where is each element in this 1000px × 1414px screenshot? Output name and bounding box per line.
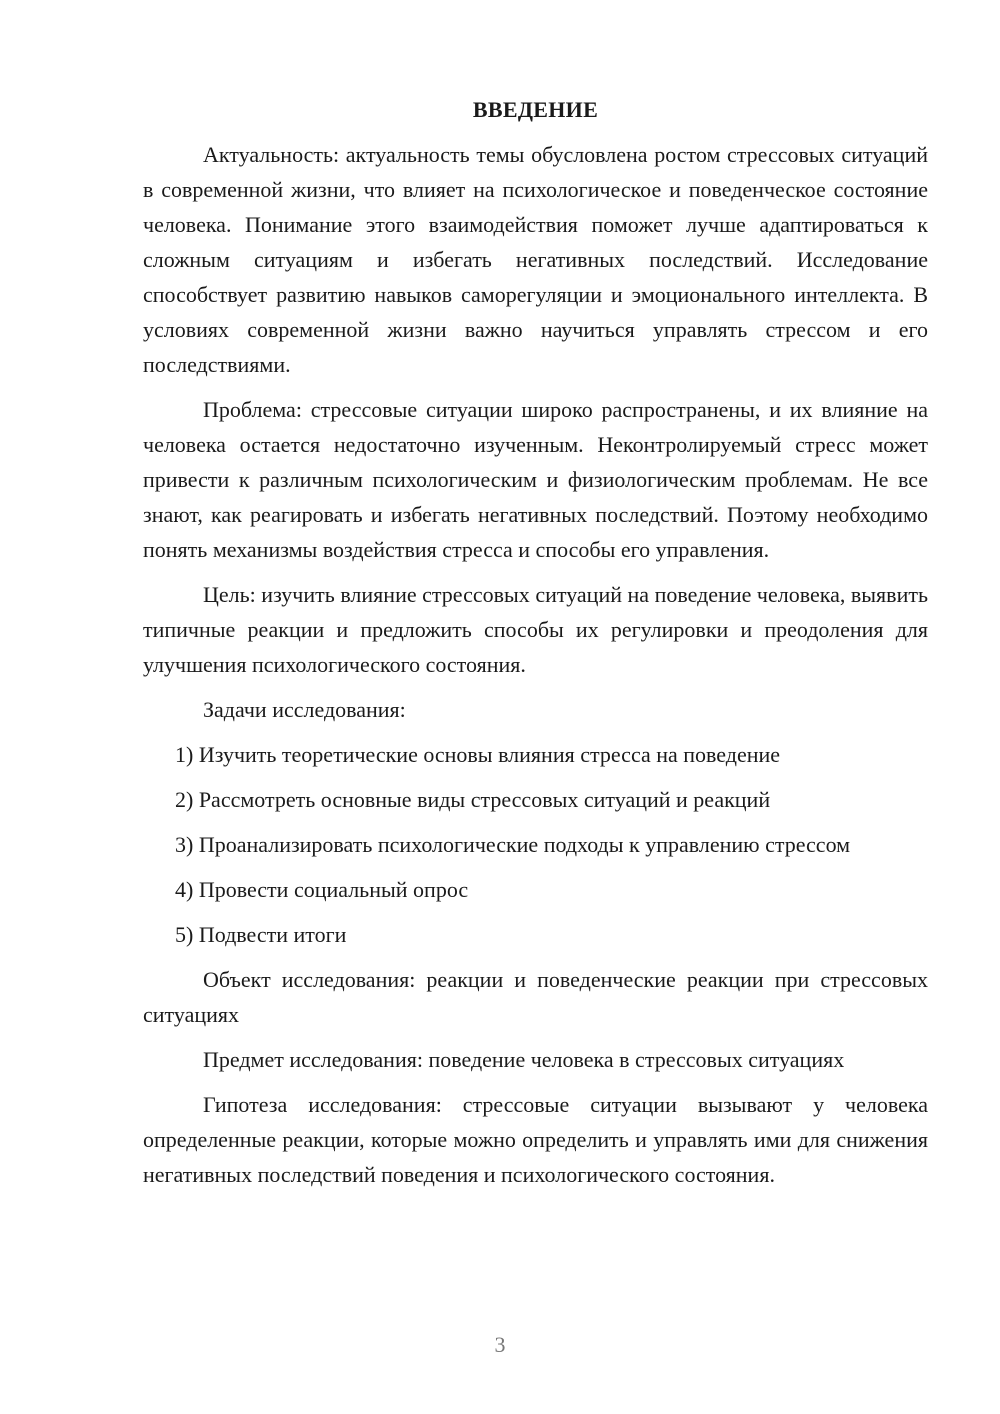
relevance-paragraph: Актуальность: актуальность темы обусловлена ростом стрессовых ситуаций в современной жизни, что влияет на психологическое и поведенческое состояние человека. Понимание этого взаимодействия поможет лучше адаптироваться к сложным ситуациям и избегать негативных последствий. Исследование способствует развитию навыков саморегуляции и эмоционального интеллекта. В условиях современной жизни важно научиться управлять стрессом и его последствиями. <box>143 142 928 377</box>
tasks-heading: Задачи исследования: <box>203 697 406 722</box>
goal-paragraph: Цель: изучить влияние стрессовых ситуаций на поведение человека, выявить типичные реакции и предложить способы их регулировки и преодоления для улучшения психологического состояния. <box>143 582 928 677</box>
task-item-2: 2) Рассмотреть основные виды стрессовых ситуаций и реакций <box>175 787 771 812</box>
hypothesis-paragraph: Гипотеза исследования: стрессовые ситуации вызывают у человека определенные реакции, которые можно определить и управлять ими для снижения негативных последствий поведения и психологического состояния. <box>143 1092 928 1187</box>
task-item-4: 4) Провести социальный опрос <box>175 877 469 902</box>
task-item-3: 3) Проанализировать психологические подходы к управлению стрессом <box>175 832 851 857</box>
page-number: 3 <box>494 1332 506 1357</box>
subject-paragraph: Предмет исследования: поведение человека в стрессовых ситуациях <box>203 1047 845 1072</box>
task-item-1: 1) Изучить теоретические основы влияния стресса на поведение <box>175 742 781 767</box>
section-title: ВВЕДЕНИЕ <box>472 97 599 122</box>
object-paragraph: Объект исследования: реакции и поведенческие реакции при стрессовых ситуациях <box>143 967 928 1027</box>
document-page <box>143 92 928 1202</box>
problem-paragraph: Проблема: стрессовые ситуации широко распространены, и их влияние на человека остается недостаточно изученным. Неконтролируемый стресс может привести к различным психологическим и физиологическим проблемам. Не все знают, как реагировать и избегать негативных последствий. Поэтому необходимо понять механизмы воздействия стресса и способы его управления. <box>143 397 928 562</box>
task-item-5: 5) Подвести итоги <box>175 922 347 947</box>
